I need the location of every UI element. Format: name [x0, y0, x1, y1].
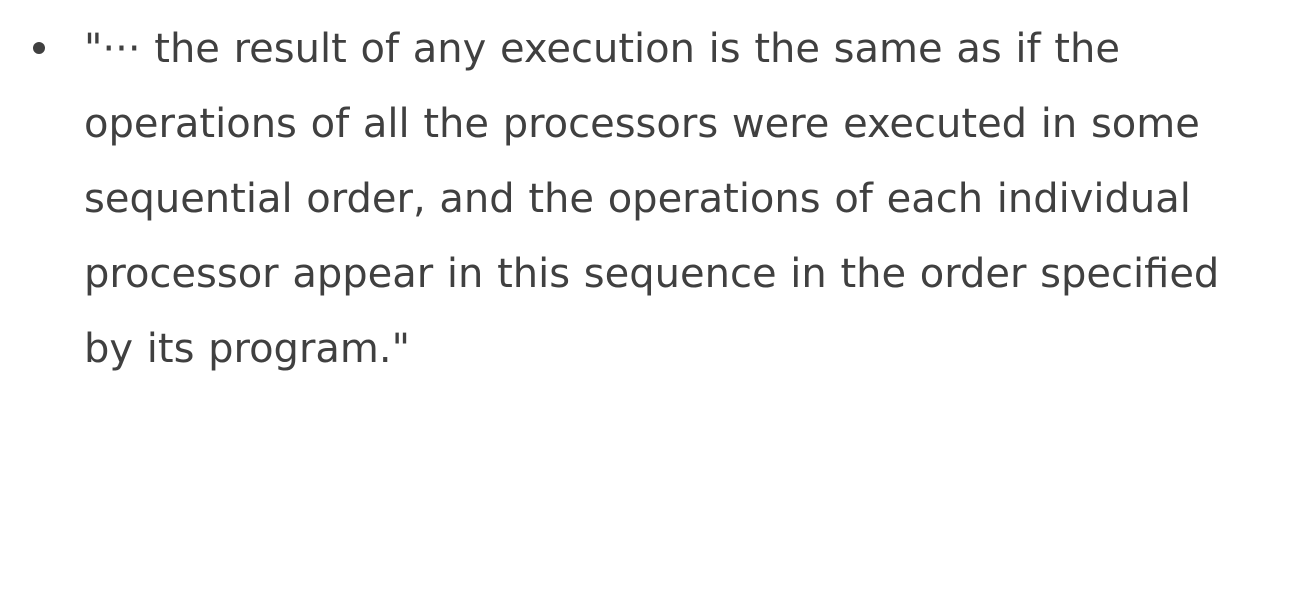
bullet-point-icon: [33, 42, 45, 54]
sequential-consistency-quote: "··· the result of any execution is the same as if the operations of all the processors were executed in some sequential order, and the operations of each individual processor appear in this sequence in the order specified by its program.": [84, 26, 1220, 372]
